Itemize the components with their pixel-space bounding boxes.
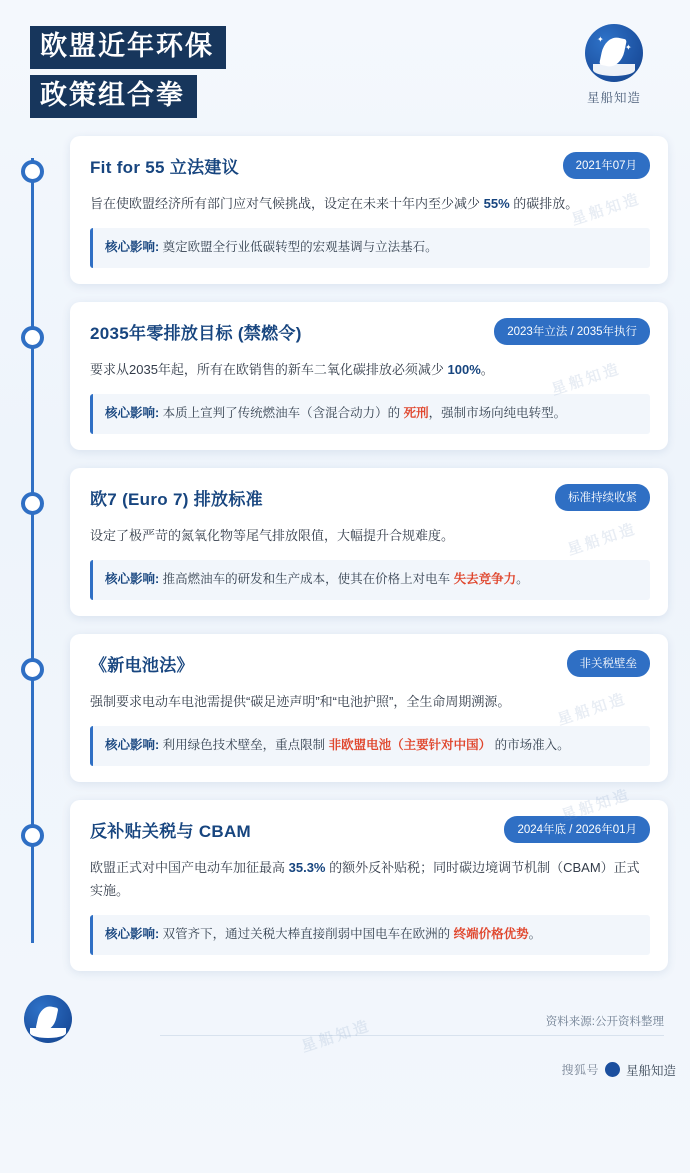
timeline-row (0, 468, 690, 634)
status-badge: 非关税壁垒 (567, 650, 651, 677)
impact-box (90, 726, 650, 766)
desc-post: 。 (480, 362, 494, 377)
impact-post: 。 (528, 926, 542, 941)
desc-strong: 100% (447, 362, 481, 377)
brand-name: 星船知造 (586, 91, 641, 105)
timeline-dot-icon (21, 492, 44, 515)
impact-pre: 利用绿色技术壁垒，重点限制 (159, 737, 329, 752)
card-title: 反补贴关税与 CBAM (90, 822, 252, 841)
card-description (90, 857, 650, 903)
impact-pre: 双管齐下，通过关税大棒直接削弱中国电车在欧洲的 (159, 926, 454, 941)
timeline-dot-icon (21, 658, 44, 681)
impact-box (90, 915, 650, 955)
impact-box (90, 394, 650, 434)
card-header (90, 152, 650, 179)
source-note: 资料来源:公开资料整理 (545, 1015, 664, 1028)
account-avatar (605, 1062, 620, 1077)
impact-post: ，强制市场向纯电转型。 (428, 405, 567, 420)
platform-bar (0, 1055, 690, 1085)
policy-card[interactable]: 星船知造 欧7 (Euro 7) 排放标准 标准持续收紧 设定了极严苛的氮氧化物等尾气排放限值，大幅提升合规难度。 核心影响: 推高燃油车的研发和生产成本，使其在价格上对电车 失去竞争力。 (70, 468, 668, 616)
timeline-row (0, 634, 690, 800)
desc-pre: 强制要求电动车电池需提供“碳足迹声明”和“电池护照”，全生命周期溯源。 (90, 694, 511, 709)
card-title: Fit for 55 立法建议 (90, 158, 240, 177)
account-name: 星船知造 (625, 1063, 676, 1078)
watermark: 星船知造 (299, 1016, 374, 1056)
card-header (90, 816, 650, 843)
timeline-dot-icon (21, 824, 44, 847)
policy-card[interactable]: 星船知造 《新电池法》 非关税壁垒 强制要求电动车电池需提供“碳足迹声明”和“电池护照”，全生命周期溯源。 核心影响: 利用绿色技术壁垒，重点限制 非欧盟电池（主要针对中国） 的市场准入。 (70, 634, 668, 782)
card-description (90, 359, 650, 382)
desc-strong: 35.3% (288, 860, 326, 875)
policy-card[interactable]: 星船知造 2035年零排放目标 (禁燃令) 2023年立法 / 2035年执行 要求从2035年起，所有在欧销售的新车二氧化碳排放必须减少 100%。 核心影响: 本质上宣判了传统燃油车（含混合动力）的 死刑，强制市场向纯电转型。 (70, 302, 668, 450)
impact-label: 核心影响: (105, 737, 160, 752)
timeline-dot-icon (21, 160, 44, 183)
page-footer (0, 989, 690, 1085)
impact-highlight: 非欧盟电池（主要针对中国） (328, 737, 492, 752)
card-header (90, 650, 650, 677)
status-badge: 2021年07月 (563, 152, 650, 179)
impact-pre: 奠定欧盟全行业低碳转型的宏观基调与立法基石。 (159, 239, 438, 254)
desc-strong: 55% (483, 196, 510, 211)
footer-divider (160, 1035, 664, 1036)
impact-label: 核心影响: (105, 926, 160, 941)
impact-box (90, 560, 650, 600)
page-title (30, 26, 226, 124)
policy-timeline (0, 128, 690, 989)
card-title: 《新电池法》 (90, 656, 194, 675)
timeline-row (0, 786, 690, 989)
impact-pre: 推高燃油车的研发和生产成本，使其在价格上对电车 (159, 571, 454, 586)
platform-label: 搜狐号 (561, 1063, 599, 1078)
impact-post: 。 (516, 571, 529, 586)
card-description (90, 193, 650, 216)
desc-pre: 设定了极严苛的氮氧化物等尾气排放限值，大幅提升合规难度。 (90, 528, 455, 543)
feather-wave-logo-icon: ✦ ✦ (585, 24, 643, 82)
timeline-row (0, 136, 690, 302)
impact-label: 核心影响: (105, 239, 160, 254)
impact-highlight: 失去竞争力 (453, 571, 517, 586)
card-description (90, 525, 650, 548)
page-header (0, 0, 690, 128)
page-title-line-1: 欧盟近年环保 (30, 26, 226, 69)
policy-card[interactable]: 星船知造 反补贴关税与 CBAM 2024年底 / 2026年01月 欧盟正式对中国产电动车加征最高 35.3% 的额外反补贴税；同时碳边境调节机制（CBAM）正式实施。 核心影响: 双管齐下，通过关税大棒直接削弱中国电车在欧洲的 终端价格优势。 (70, 800, 668, 971)
status-badge: 2024年底 / 2026年01月 (504, 816, 650, 843)
policy-card[interactable]: 星船知造 Fit for 55 立法建议 2021年07月 旨在使欧盟经济所有部门应对气候挑战，设定在未来十年内至少减少 55% 的碳排放。 核心影响: 奠定欧盟全行业低碳转型的宏观基调与立法基石。 (70, 136, 668, 284)
impact-highlight: 终端价格优势 (453, 926, 529, 941)
card-title: 欧7 (Euro 7) 排放标准 (90, 490, 263, 509)
status-badge: 2023年立法 / 2035年执行 (494, 318, 650, 345)
desc-pre: 旨在使欧盟经济所有部门应对气候挑战，设定在未来十年内至少减少 (90, 196, 484, 211)
impact-highlight: 死刑 (403, 405, 429, 420)
desc-pre: 欧盟正式对中国产电动车加征最高 (90, 860, 289, 875)
impact-post: 的市场准入。 (491, 737, 570, 752)
card-header (90, 484, 650, 511)
desc-post: 的碳排放。 (509, 196, 579, 211)
feather-wave-logo-icon (24, 995, 72, 1043)
brand-block (568, 24, 660, 106)
desc-post: 的额外反补贴税；同时碳边境调节机制（CBAM）正式实施。 (90, 860, 640, 898)
status-badge: 标准持续收紧 (555, 484, 650, 511)
impact-pre: 本质上宣判了传统燃油车（含混合动力）的 (159, 405, 404, 420)
card-description (90, 691, 650, 714)
card-title: 2035年零排放目标 (禁燃令) (90, 324, 302, 343)
desc-pre: 要求从2035年起，所有在欧销售的新车二氧化碳排放必须减少 (90, 362, 448, 377)
impact-label: 核心影响: (105, 571, 160, 586)
impact-box (90, 228, 650, 268)
card-header (90, 318, 650, 345)
page-title-line-2: 政策组合拳 (30, 75, 197, 118)
timeline-row (0, 302, 690, 468)
timeline-dot-icon (21, 326, 44, 349)
impact-label: 核心影响: (105, 405, 160, 420)
